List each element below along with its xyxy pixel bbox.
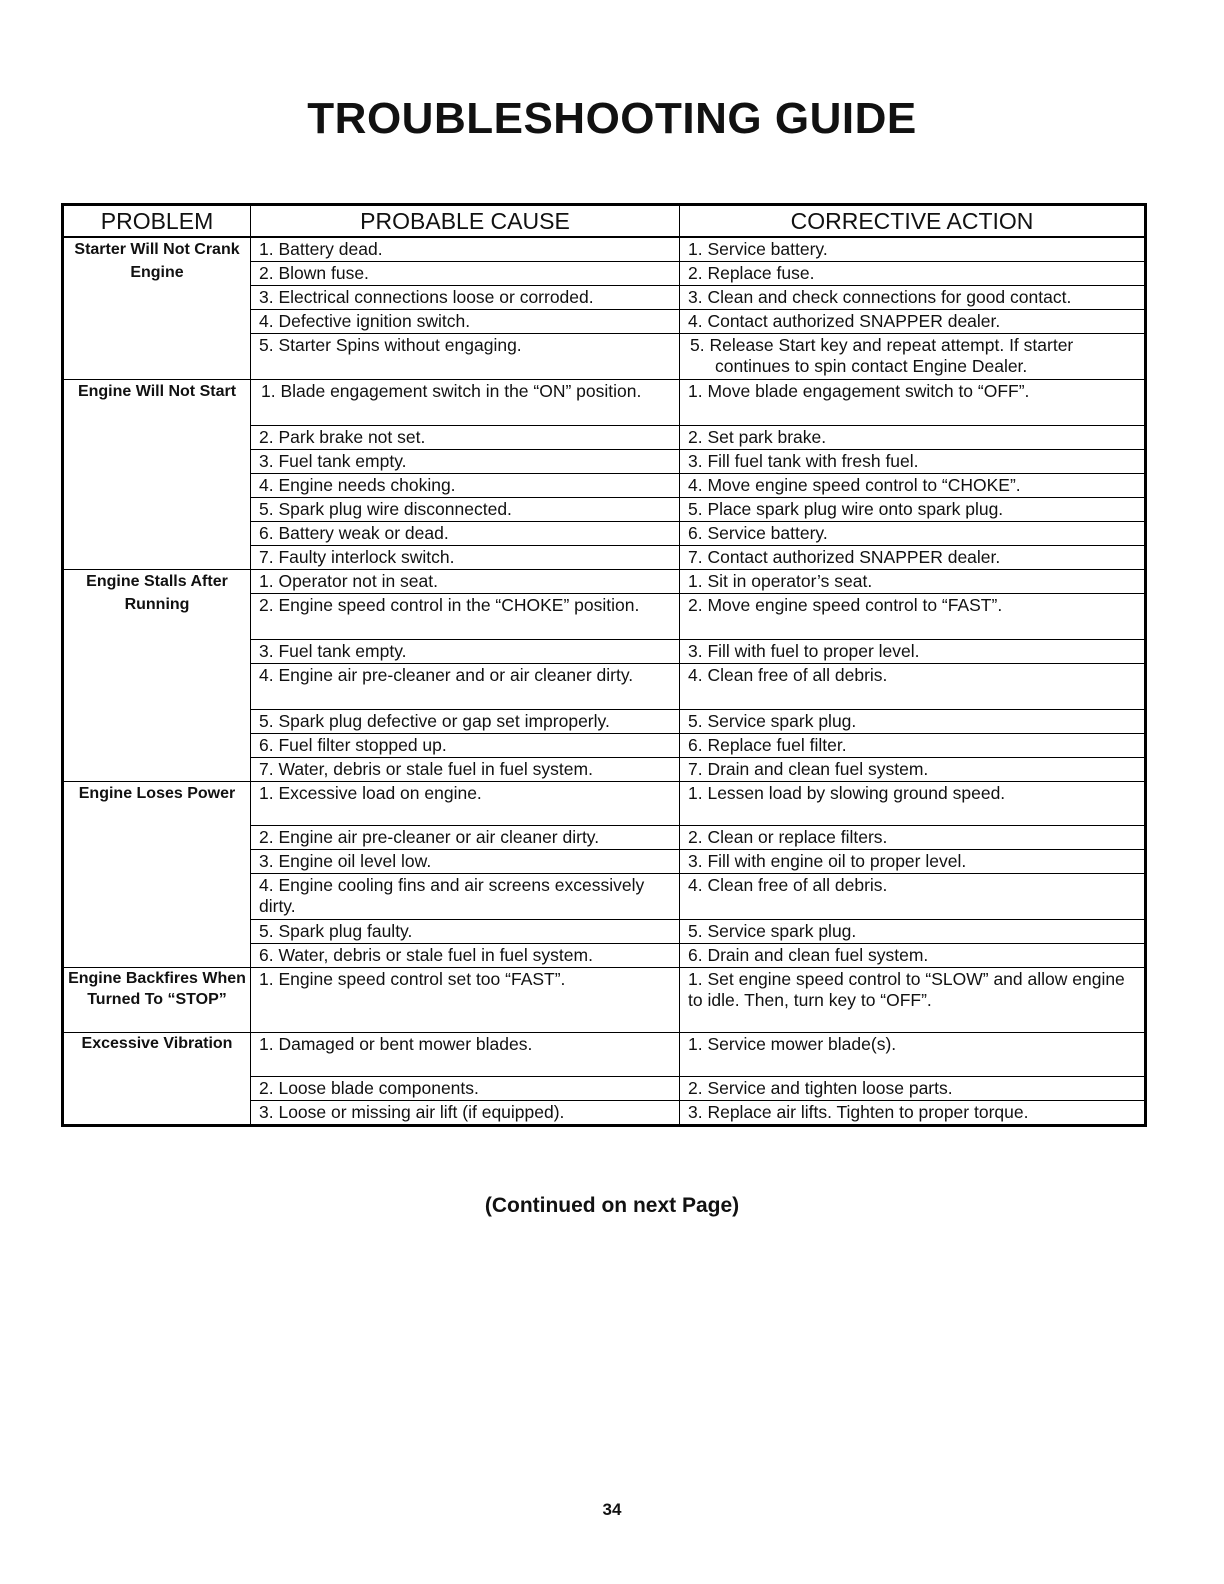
page-number: 34: [602, 1500, 622, 1519]
cause-cell: 3. Electrical connections loose or corroded.: [251, 286, 680, 310]
action-cell: 3. Replace air lifts. Tighten to proper torque.: [680, 1101, 1146, 1126]
action-cell: 5. Service spark plug.: [680, 710, 1146, 734]
cause-cell: 5. Starter Spins without engaging.: [251, 334, 680, 380]
cause-cell: 1. Operator not in seat.: [251, 570, 680, 594]
cause-cell: 6. Water, debris or stale fuel in fuel system.: [251, 944, 680, 968]
cause-cell: 7. Faulty interlock switch.: [251, 546, 680, 570]
action-cell: 6. Replace fuel filter.: [680, 734, 1146, 758]
cause-cell: 1. Excessive load on engine.: [251, 782, 680, 826]
table-row: [63, 570, 1146, 594]
cause-cell: 2. Park brake not set.: [251, 426, 680, 450]
action-cell: 4. Move engine speed control to “CHOKE”.: [680, 474, 1146, 498]
action-cell: 4. Clean free of all debris.: [680, 874, 1146, 920]
cause-cell: 7. Water, debris or stale fuel in fuel system.: [251, 758, 680, 782]
cause-cell: 1. Engine speed control set too “FAST”.: [251, 968, 680, 1033]
action-cell: 3. Clean and check connections for good contact.: [680, 286, 1146, 310]
cause-cell: 2. Loose blade components.: [251, 1077, 680, 1101]
cause-cell: 6. Fuel filter stopped up.: [251, 734, 680, 758]
action-cell: 5. Place spark plug wire onto spark plug.: [680, 498, 1146, 522]
table-row: [63, 380, 1146, 426]
cause-cell: 4. Engine air pre-cleaner and or air cleaner dirty.: [251, 664, 680, 710]
action-cell: 6. Service battery.: [680, 522, 1146, 546]
cause-cell: 4. Defective ignition switch.: [251, 310, 680, 334]
problem-engine-will-not-start: Engine Will Not Start: [63, 380, 251, 570]
action-cell: 5. Service spark plug.: [680, 920, 1146, 944]
continued-note: (Continued on next Page): [484, 1194, 740, 1217]
action-cell: 5. Release Start key and repeat attempt. If starter continues to spin contact Engine Dealer.: [680, 334, 1146, 380]
action-cell: 7. Contact authorized SNAPPER dealer.: [680, 546, 1146, 570]
table-header-row: [63, 205, 1146, 238]
action-cell: 4. Contact authorized SNAPPER dealer.: [680, 310, 1146, 334]
cause-cell: 3. Fuel tank empty.: [251, 640, 680, 664]
cause-cell: 2. Engine air pre-cleaner or air cleaner dirty.: [251, 826, 680, 850]
table-row: [63, 968, 1146, 1033]
action-cell: 2. Move engine speed control to “FAST”.: [680, 594, 1146, 640]
cause-cell: 1. Battery dead.: [251, 237, 680, 262]
action-cell: 1. Lessen load by slowing ground speed.: [680, 782, 1146, 826]
table-row: [63, 237, 1146, 262]
cause-cell: 1. Damaged or bent mower blades.: [251, 1033, 680, 1077]
cause-cell: 5. Spark plug wire disconnected.: [251, 498, 680, 522]
action-cell: 4. Clean free of all debris.: [680, 664, 1146, 710]
action-cell: 6. Drain and clean fuel system.: [680, 944, 1146, 968]
action-cell: 1. Sit in operator’s seat.: [680, 570, 1146, 594]
cause-cell: 3. Fuel tank empty.: [251, 450, 680, 474]
cause-cell: 4. Engine cooling fins and air screens excessively dirty.: [251, 874, 680, 920]
troubleshooting-table: [61, 203, 1147, 1127]
cause-cell: 2. Engine speed control in the “CHOKE” position.: [251, 594, 680, 640]
header-problem: PROBLEM: [63, 205, 251, 238]
action-cell: 1. Service battery.: [680, 237, 1146, 262]
action-cell: 2. Replace fuse.: [680, 262, 1146, 286]
cause-cell: 2. Blown fuse.: [251, 262, 680, 286]
header-corrective-action: CORRECTIVE ACTION: [680, 205, 1146, 238]
cause-cell: 1. Blade engagement switch in the “ON” position.: [251, 380, 680, 426]
problem-engine-loses-power: Engine Loses Power: [63, 782, 251, 968]
action-cell: 7. Drain and clean fuel system.: [680, 758, 1146, 782]
action-cell: 2. Set park brake.: [680, 426, 1146, 450]
table-row: [63, 782, 1146, 826]
cause-cell: 3. Loose or missing air lift (if equipped).: [251, 1101, 680, 1126]
cause-cell: 3. Engine oil level low.: [251, 850, 680, 874]
action-cell: 2. Clean or replace filters.: [680, 826, 1146, 850]
action-cell: 1. Service mower blade(s).: [680, 1033, 1146, 1077]
action-cell: 2. Service and tighten loose parts.: [680, 1077, 1146, 1101]
cause-cell: 4. Engine needs choking.: [251, 474, 680, 498]
problem-starter-will-not-crank: Starter Will Not Crank Engine: [63, 237, 251, 380]
problem-engine-backfires: Engine Backfires When Turned To “STOP”: [63, 968, 251, 1033]
problem-excessive-vibration: Excessive Vibration: [63, 1033, 251, 1126]
header-probable-cause: PROBABLE CAUSE: [251, 205, 680, 238]
table-row: [63, 1033, 1146, 1077]
action-cell: 3. Fill with fuel to proper level.: [680, 640, 1146, 664]
cause-cell: 5. Spark plug faulty.: [251, 920, 680, 944]
action-cell: 3. Fill with engine oil to proper level.: [680, 850, 1146, 874]
action-cell: 3. Fill fuel tank with fresh fuel.: [680, 450, 1146, 474]
action-cell: 1. Move blade engagement switch to “OFF”.: [680, 380, 1146, 426]
action-cell: 1. Set engine speed control to “SLOW” and allow engine to idle. Then, turn key to “OFF”.: [680, 968, 1146, 1033]
cause-cell: 5. Spark plug defective or gap set improperly.: [251, 710, 680, 734]
cause-cell: 6. Battery weak or dead.: [251, 522, 680, 546]
problem-engine-stalls-after-running: Engine Stalls After Running: [63, 570, 251, 782]
page-title: TROUBLESHOOTING GUIDE: [307, 94, 917, 143]
